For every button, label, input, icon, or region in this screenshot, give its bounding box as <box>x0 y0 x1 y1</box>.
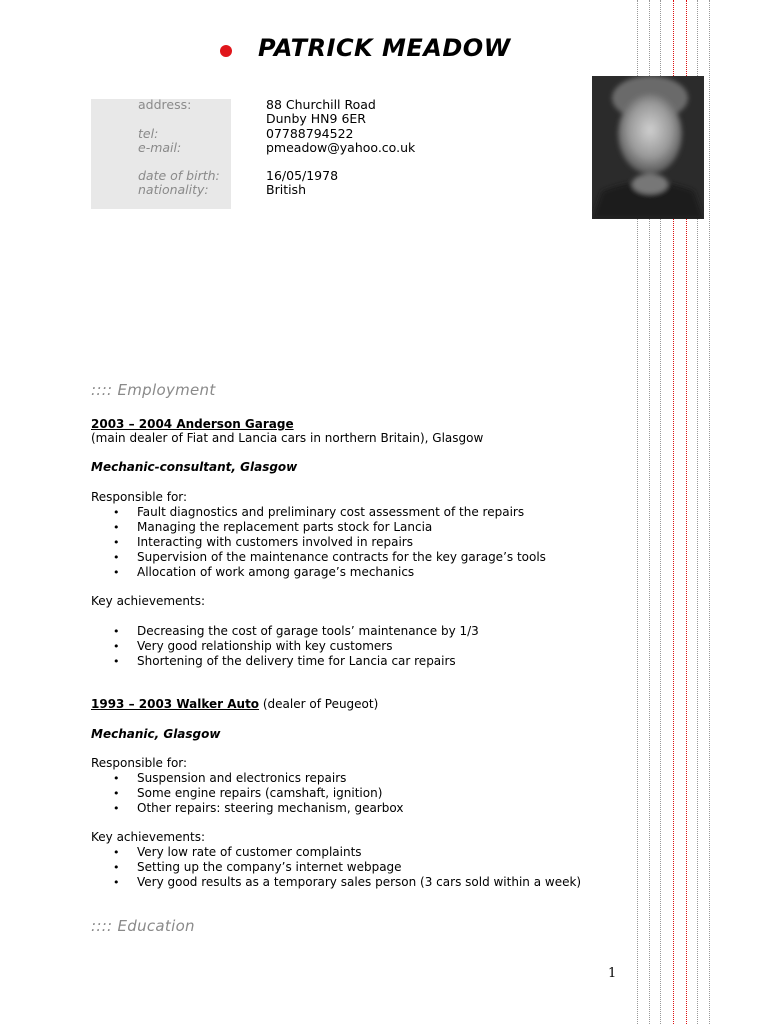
title-bullet-icon <box>220 45 232 57</box>
list-item: • Fault diagnostics and preliminary cost assessment of the repairs <box>91 505 546 520</box>
list-item: • Decreasing the cost of garage tools’ maintenance by 1/3 <box>91 624 479 639</box>
list-item: • Very good relationship with key customers <box>91 639 479 654</box>
tel-label: tel: <box>138 126 159 141</box>
list-item: • Setting up the company’s internet webpage <box>91 860 581 875</box>
job-2-achievements <box>91 845 581 890</box>
margin-line <box>709 0 710 1024</box>
list-item: • Supervision of the maintenance contracts for the key garage’s tools <box>91 550 546 565</box>
job-1-achievements <box>91 624 479 669</box>
tel-value: 07788794522 <box>266 126 354 141</box>
job-1-role: Mechanic-consultant, Glasgow <box>91 460 298 474</box>
list-item: • Interacting with customers involved in repairs <box>91 535 546 550</box>
job-2-desc: (dealer of Peugeot) <box>259 697 379 711</box>
address-line1: 88 Churchill Road <box>266 97 376 112</box>
address-line2: Dunby HN9 6ER <box>266 111 366 126</box>
dob-value: 16/05/1978 <box>266 168 339 183</box>
list-item: • Shortening of the delivery time for Lancia car repairs <box>91 654 479 669</box>
dob-label: date of birth: <box>138 168 220 183</box>
education-heading: :::: Education <box>91 917 195 935</box>
page-title: PATRICK MEADOW <box>258 34 511 62</box>
employment-heading: :::: Employment <box>91 381 216 399</box>
job-1-header <box>91 417 294 431</box>
list-item: • Some engine repairs (camshaft, ignition) <box>91 786 403 801</box>
list-item: • Other repairs: steering mechanism, gearbox <box>91 801 403 816</box>
job-2-responsibilities <box>91 771 403 816</box>
job-1-resp-label: Responsible for: <box>91 490 188 504</box>
list-item: • Allocation of work among garage’s mechanics <box>91 565 546 580</box>
job-1-responsibilities <box>91 505 546 580</box>
page-number: 1 <box>608 966 617 981</box>
job-1-desc: (main dealer of Fiat and Lancia cars in northern Britain), Glasgow <box>91 431 484 445</box>
job-2-ach-label: Key achievements: <box>91 830 206 844</box>
job-2-resp-label: Responsible for: <box>91 756 188 770</box>
email-label: e-mail: <box>138 140 182 155</box>
address-label: address: <box>138 97 192 112</box>
job-2-header <box>91 697 378 711</box>
job-2-title: 1993 – 2003 Walker Auto <box>91 697 260 711</box>
list-item: • Managing the replacement parts stock for Lancia <box>91 520 546 535</box>
nationality-value: British <box>266 182 306 197</box>
profile-photo <box>592 76 704 219</box>
list-item: • Suspension and electronics repairs <box>91 771 403 786</box>
list-item: • Very good results as a temporary sales person (3 cars sold within a week) <box>91 875 581 890</box>
job-1-ach-label: Key achievements: <box>91 594 206 608</box>
job-1-title: 2003 – 2004 Anderson Garage <box>91 417 294 431</box>
list-item: • Very low rate of customer complaints <box>91 845 581 860</box>
nationality-label: nationality: <box>138 182 209 197</box>
email-value: pmeadow@yahoo.co.uk <box>266 140 416 155</box>
job-2-role: Mechanic, Glasgow <box>91 727 221 741</box>
profile-photo-image <box>592 76 704 219</box>
